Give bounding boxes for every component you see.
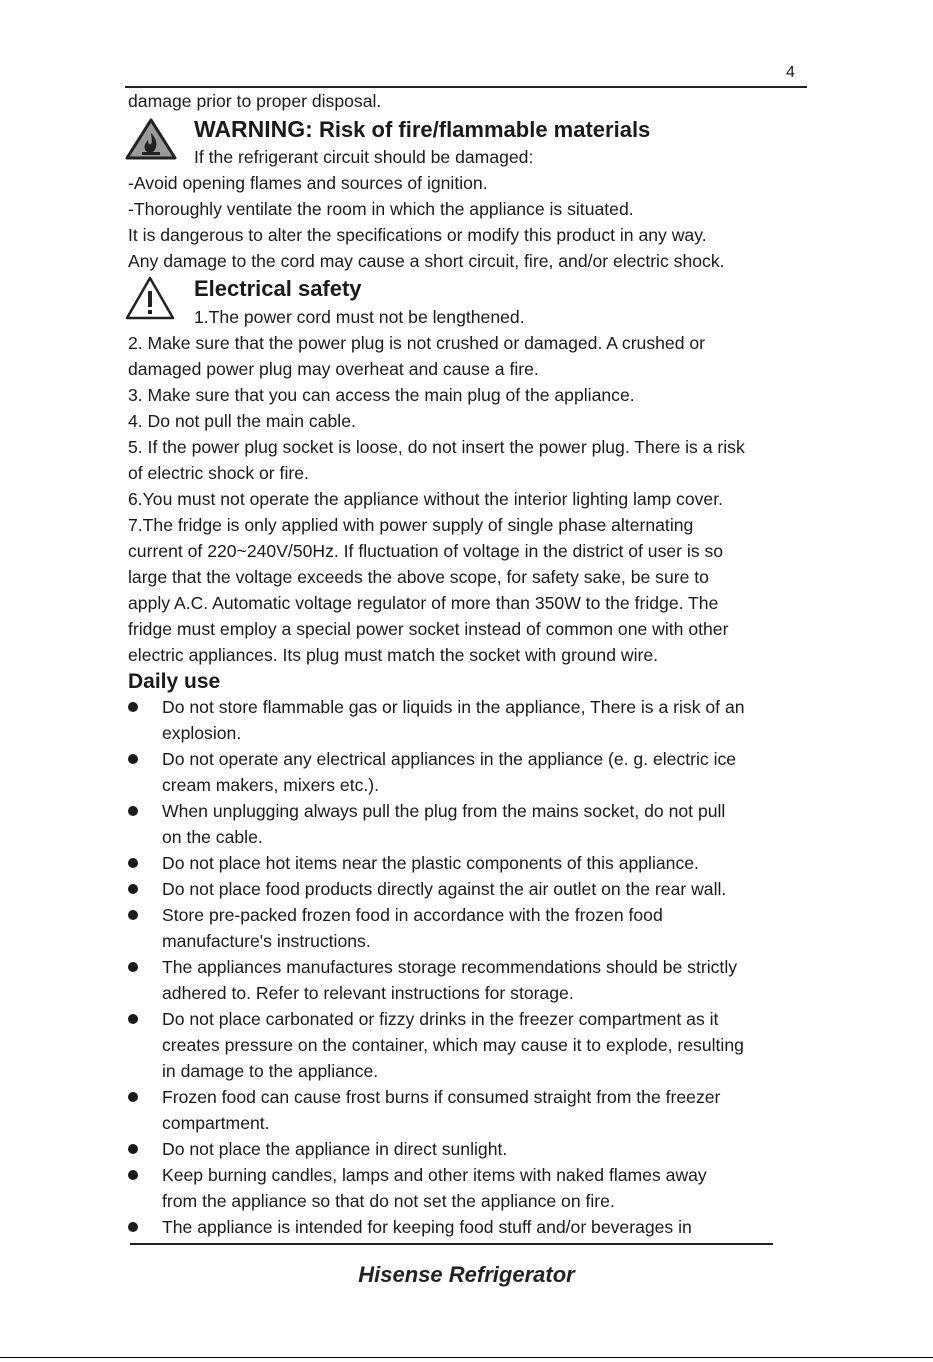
electrical-line: current of 220~240V/50Hz. If fluctuation of voltage in the district of user is so — [128, 541, 724, 561]
electrical-safety-heading: Electrical safety — [194, 276, 362, 301]
list-item-continuation: cream makers, mixers etc.). — [162, 775, 380, 795]
list-item-continuation: in damage to the appliance. — [162, 1061, 379, 1081]
list-item: Do not place food products directly against the air outlet on the rear wall. — [128, 876, 818, 902]
list-item-continuation: manufacture's instructions. — [162, 931, 371, 951]
bullet-dot-icon — [128, 1014, 138, 1024]
warning-label: WARNING: — [194, 116, 313, 142]
bullet-dot-icon — [128, 1092, 138, 1102]
electrical-line: 2. Make sure that the power plug is not crushed or damaged. A crushed or — [128, 333, 706, 353]
electrical-line: apply A.C. Automatic voltage regulator of more than 350W to the fridge. The — [128, 593, 719, 613]
list-item: Do not operate any electrical appliances in the appliance (e. g. electric ice — [128, 746, 818, 772]
bullet-dot-icon — [128, 1222, 138, 1232]
list-item: Do not place the appliance in direct sunlight. — [128, 1136, 818, 1162]
bullet-dot-icon — [128, 806, 138, 816]
bullet-dot-icon — [128, 1170, 138, 1180]
electrical-line: 7.The fridge is only applied with power supply of single phase alternating — [128, 515, 694, 535]
electrical-line: large that the voltage exceeds the above scope, for safety sake, be sure to — [128, 567, 709, 587]
bullet-dot-icon — [128, 910, 138, 920]
electrical-line: of electric shock or fire. — [128, 463, 309, 483]
list-item: Do not place hot items near the plastic components of this appliance. — [128, 850, 818, 876]
list-item: Store pre-packed frozen food in accordance with the frozen food — [128, 902, 818, 928]
electrical-line: fridge must employ a special power socket instead of common one with other — [128, 619, 729, 639]
document-body — [128, 88, 818, 1240]
electrical-line: electric appliances. Its plug must match the socket with ground wire. — [128, 645, 659, 665]
footer-divider — [130, 1243, 773, 1245]
list-item: The appliance is intended for keeping food stuff and/or beverages in — [128, 1214, 818, 1240]
list-item: Keep burning candles, lamps and other items with naked flames away — [128, 1162, 818, 1188]
warning-line: It is dangerous to alter the specifications or modify this product in any way. — [128, 225, 707, 245]
bullet-dot-icon — [128, 702, 138, 712]
page-number: 4 — [786, 64, 795, 81]
electrical-line: 1.The power cord must not be lengthened. — [194, 307, 525, 327]
electrical-line: 6.You must not operate the appliance without the interior lighting lamp cover. — [128, 489, 723, 509]
bullet-dot-icon — [128, 754, 138, 764]
list-item-continuation: explosion. — [162, 723, 242, 743]
list-item-continuation: adhered to. Refer to relevant instructions for storage. — [162, 983, 574, 1003]
warning-line: -Avoid opening flames and sources of ignition. — [128, 173, 488, 193]
bullet-dot-icon — [128, 1144, 138, 1154]
list-item: Do not store flammable gas or liquids in the appliance, There is a risk of an — [128, 694, 818, 720]
warning-line: If the refrigerant circuit should be damaged: — [194, 147, 534, 167]
bullet-dot-icon — [128, 858, 138, 868]
list-item-continuation: compartment. — [162, 1113, 270, 1133]
electrical-line: 4. Do not pull the main cable. — [128, 411, 356, 431]
warning-line: Any damage to the cord may cause a short circuit, fire, and/or electric shock. — [128, 251, 725, 271]
bullet-dot-icon — [128, 962, 138, 972]
warning-line: -Thoroughly ventilate the room in which the appliance is situated. — [128, 199, 634, 219]
list-item: Do not place carbonated or fizzy drinks in the freezer compartment as it — [128, 1006, 818, 1032]
list-item: The appliances manufactures storage recommendations should be strictly — [128, 954, 818, 980]
electrical-line: damaged power plug may overheat and cause a fire. — [128, 359, 539, 379]
electrical-line: 3. Make sure that you can access the main plug of the appliance. — [128, 385, 635, 405]
list-item-continuation: creates pressure on the container, which may cause it to explode, resulting — [162, 1035, 744, 1055]
list-item-continuation: from the appliance so that do not set the appliance on fire. — [162, 1191, 615, 1211]
bullet-dot-icon — [128, 884, 138, 894]
intro-line: damage prior to proper disposal. — [128, 91, 382, 111]
list-item: When unplugging always pull the plug from the mains socket, do not pull — [128, 798, 818, 824]
footer-brand: Hisense Refrigerator — [358, 1262, 575, 1287]
warning-heading — [128, 114, 818, 144]
list-item: Frozen food can cause frost burns if consumed straight from the freezer — [128, 1084, 818, 1110]
daily-use-heading: Daily use — [128, 670, 221, 693]
warning-title: Risk of fire/flammable materials — [312, 117, 651, 142]
page-bottom-edge — [0, 1357, 933, 1358]
electrical-line: 5. If the power plug socket is loose, do not insert the power plug. There is a risk — [128, 437, 745, 457]
list-item-continuation: on the cable. — [162, 827, 263, 847]
